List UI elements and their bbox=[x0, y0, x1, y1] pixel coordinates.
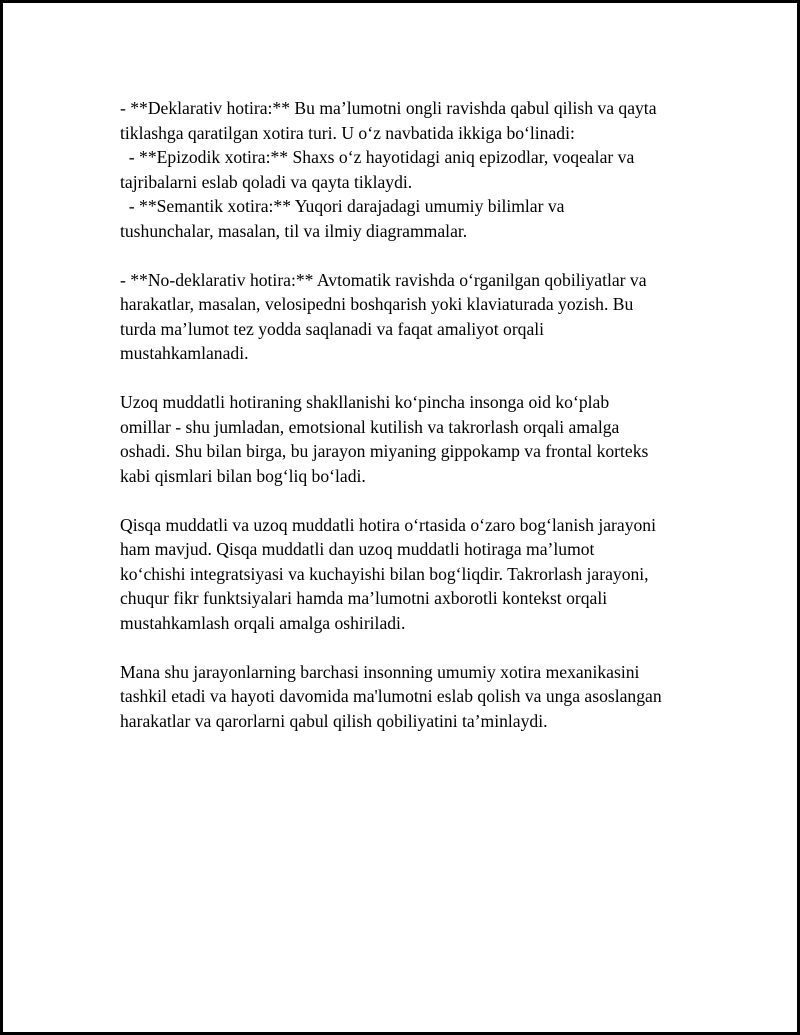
document-body bbox=[120, 96, 700, 733]
paragraph-nondeclarative-memory bbox=[120, 268, 700, 366]
text-line: - **Deklarativ hotira:** Bu ma’lumotni ongli ravishda qabul qilish va qayta bbox=[120, 98, 657, 118]
text-line: Uzoq muddatli hotiraning shakllanishi ko‘pincha insonga oid ko‘plab bbox=[120, 392, 610, 412]
paragraph-conclusion bbox=[120, 660, 700, 734]
text-line: Mana shu jarayonlarning barchasi insonning umumiy xotira mexanikasini bbox=[120, 661, 640, 682]
paragraph-gap bbox=[120, 366, 700, 391]
text-line: harakatlar va qarorlarni qabul qilish qobiliyatini ta’minlaydi. bbox=[120, 710, 548, 731]
text-line: tajribalarni eslab qoladi va qayta tiklaydi. bbox=[120, 171, 413, 192]
paragraph-gap bbox=[120, 243, 700, 268]
text-line: - **No-deklarativ hotira:** Avtomatik ravishda o‘rganilgan qobiliyatlar va bbox=[120, 269, 647, 290]
text-line: mustahkamlanadi. bbox=[120, 343, 249, 363]
text-line: tashkil etadi va hayoti davomida ma'lumotni eslab qolish va unga asoslangan bbox=[120, 686, 662, 706]
text-line: - **Semantik xotira:** Yuqori darajadagi umumiy bilimlar va bbox=[120, 196, 565, 216]
paragraph-long-term-formation bbox=[120, 390, 700, 488]
text-line: tushunchalar, masalan, til va ilmiy diagrammalar. bbox=[120, 220, 468, 241]
text-line: oshadi. Shu bilan birga, bu jarayon miyaning gippokamp va frontal korteks bbox=[120, 441, 649, 461]
text-line: Qisqa muddatli va uzoq muddatli hotira o‘rtasida o‘zaro bog‘lanish jarayoni bbox=[120, 514, 656, 535]
text-line: kabi qismlari bilan bog‘liq bo‘ladi. bbox=[120, 465, 366, 486]
text-line: ham mavjud. Qisqa muddatli dan uzoq muddatli hotiraga ma’lumot bbox=[120, 539, 595, 559]
text-line: tiklashga qaratilgan xotira turi. U o‘z navbatida ikkiga bo‘linadi: bbox=[120, 122, 575, 143]
text-line: ko‘chishi integratsiyasi va kuchayishi bilan bog‘liqdir. Takrorlash jarayoni, bbox=[120, 563, 649, 584]
text-line: mustahkamlash orqali amalga oshiriladi. bbox=[120, 612, 406, 633]
paragraph-gap bbox=[120, 635, 700, 660]
paragraph-gap bbox=[120, 488, 700, 513]
text-line: turda ma’lumot tez yodda saqlanadi va faqat amaliyot orqali bbox=[120, 318, 545, 339]
text-line: chuqur fikr funktsiyalari hamda ma’lumotni axborotli kontekst orqali bbox=[120, 588, 608, 608]
text-line: - **Epizodik xotira:** Shaxs o‘z hayotidagi aniq epizodlar, voqealar va bbox=[120, 147, 635, 167]
text-line: harakatlar, masalan, velosipedni boshqarish yoki klaviaturada yozish. Bu bbox=[120, 294, 634, 314]
paragraph-declarative-memory bbox=[120, 96, 700, 243]
paragraph-short-long-interaction bbox=[120, 513, 700, 636]
text-line: omillar - shu jumladan, emotsional kutilish va takrorlash orqali amalga bbox=[120, 416, 620, 437]
